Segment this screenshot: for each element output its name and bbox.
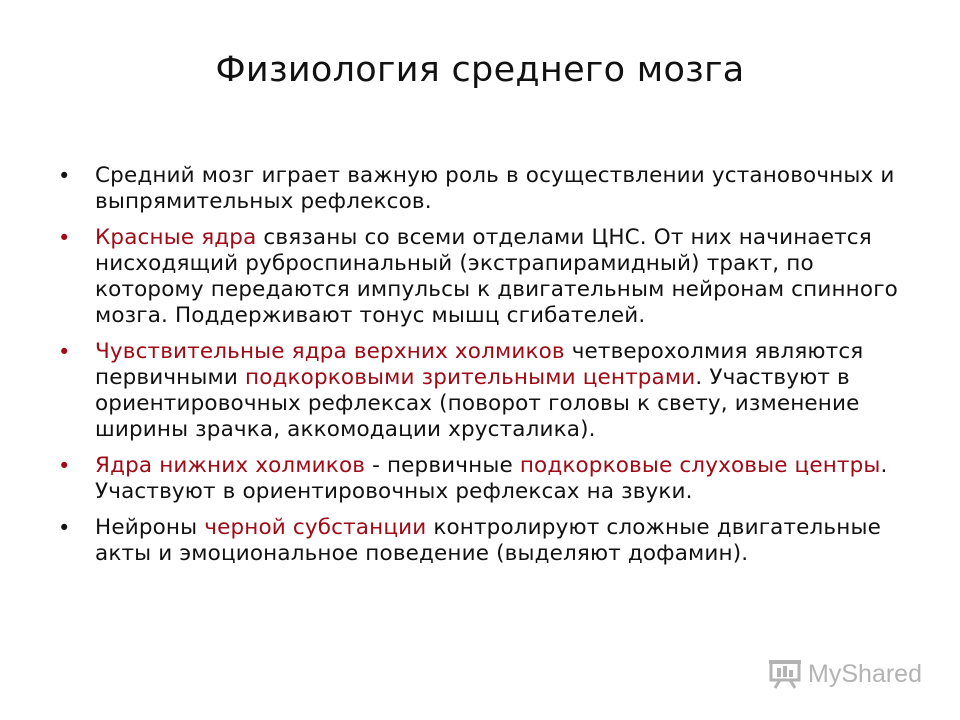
slide-title: Физиология среднего мозга [215,50,745,90]
watermark [768,654,922,694]
bullet-dot: • [58,454,71,478]
bullet-text-segment: черной субстанции [204,515,427,540]
bullet-item [58,225,918,329]
bullet-text-segment: . Участвуют в ориентировочных рефлексах на звуки. [95,453,888,504]
presentation-board-icon [768,659,802,689]
bullet-dot: • [58,516,71,540]
bullet-text-segment: Чувствительные ядра верхних холмиков [95,339,565,364]
bullet-dot: • [58,226,71,250]
bullet-item [58,453,918,505]
bullet-text-segment: связаны со всеми отделами ЦНС. От них начинается нисходящий руброспинальный (экстрапирамидный) тракт, по которому передаются импульсы к двигательным нейронам спинного мозга. Поддерживают тонус мышц сгибателей. [95,225,898,328]
bullet-text-segment: подкорковые слуховые центры [519,453,881,478]
bullet-text-segment: Нейроны [95,515,205,540]
bullet-text-segment: Средний мозг играет важную роль в осуществлении установочных и выпрямительных рефлексов. [95,163,895,214]
bullet-text-segment: - первичные [372,453,520,478]
bullet-text-segment: контролируют сложные двигательные акты и эмоциональное поведение (выделяют дофамин). [95,515,881,566]
bullet-dot: • [58,340,71,364]
bullet-text-segment: Красные ядра [95,225,257,250]
bullet-list [58,163,918,577]
bullet-text-segment: . Участвуют в ориентировочных рефлексах (поворот головы к свету, изменение ширины зрачка, аккомодации хрусталика). [95,365,860,442]
bullet-item [58,339,918,443]
bullet-text [95,453,888,504]
bullet-dot: • [58,164,71,188]
bullet-text [95,163,895,214]
bullet-text [95,225,898,328]
bullet-text-segment: подкорковыми зрительными центрами [245,365,696,390]
bullet-text-segment: Ядра нижних холмиков [95,453,373,478]
bullet-item [58,515,918,567]
watermark-text: MyShared [808,659,922,688]
bullet-item [58,163,918,215]
bullet-text [95,515,881,566]
bullet-text-segment: четверохолмия являются первичными [95,339,864,390]
bullet-text [95,339,863,442]
